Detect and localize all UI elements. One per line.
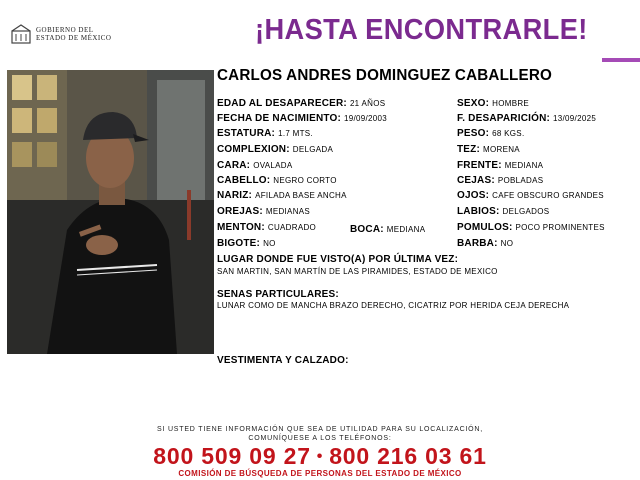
barba-value: NO <box>500 239 514 248</box>
phone-1[interactable]: 800 509 09 27 <box>153 443 311 469</box>
person-photo <box>7 70 214 354</box>
ojos-value: CAFE OBSCURO GRANDES <box>492 191 604 200</box>
field-ojos <box>457 188 604 202</box>
bigote-label: BIGOTE: <box>217 238 261 249</box>
phone-2[interactable]: 800 216 03 61 <box>329 443 487 469</box>
gobierno-logo <box>10 23 120 47</box>
accent-bar <box>602 58 640 62</box>
tez-label: TEZ: <box>457 144 481 155</box>
pomulos-label: POMULOS: <box>457 222 513 233</box>
cabello-value: NEGRO CORTO <box>273 176 337 185</box>
frente-label: FRENTE: <box>457 160 502 171</box>
boca-label: BOCA: <box>350 224 384 235</box>
field-edad <box>217 96 385 110</box>
edad-label: EDAD AL DESAPARECER: <box>217 98 347 109</box>
field-nacimiento <box>217 111 387 125</box>
peso-label: PESO: <box>457 128 490 139</box>
nacimiento-label: FECHA DE NACIMIENTO: <box>217 113 341 124</box>
edad-value: 21 AÑOS <box>349 99 386 108</box>
field-sexo <box>457 96 529 110</box>
estatura-label: ESTATURA: <box>217 128 276 139</box>
field-cabello <box>217 173 337 187</box>
complexion-value: DELGADA <box>292 145 334 154</box>
vestimenta-label: VESTIMENTA Y CALZADO: <box>217 355 349 366</box>
commission-name: COMISIÓN DE BÚSQUEDA DE PERSONAS DEL ESTADO DE MÉXICO <box>178 469 462 478</box>
complexion-label: COMPLEXION: <box>217 144 290 155</box>
photo-illustration <box>7 70 214 354</box>
nacimiento-value: 19/09/2003 <box>344 114 388 123</box>
bigote-value: NO <box>263 239 276 248</box>
headline: ¡HASTA ENCONTRARLE! <box>255 14 588 46</box>
cabello-label: CABELLO: <box>217 175 271 186</box>
contact-info-line-1: SI USTED TIENE INFORMACIÓN QUE SEA DE UTILIDAD PARA SU LOCALIZACIÓN, <box>156 426 484 433</box>
field-cara <box>217 158 293 172</box>
peso-value: 68 KGS. <box>492 129 525 138</box>
contact-info-line-2: COMUNÍQUESE A LOS TELÉFONOS: <box>248 435 392 442</box>
field-cejas <box>457 173 543 187</box>
field-desaparicion <box>457 111 596 125</box>
person-name: CARLOS ANDRES DOMINGUEZ CABALLERO <box>217 67 553 84</box>
sexo-label: SEXO: <box>457 98 490 109</box>
gov-line-1: GOBIERNO DEL <box>36 26 94 34</box>
ojos-label: OJOS: <box>457 190 490 201</box>
senas-label: SENAS PARTICULARES: <box>217 289 339 300</box>
cejas-value: POBLADAS <box>497 176 544 185</box>
gov-line-2: ESTADO DE MÉXICO <box>36 34 112 42</box>
field-orejas <box>217 204 310 218</box>
field-labios <box>457 204 549 218</box>
lugar-label: LUGAR DONDE FUE VISTO(A) POR ÚLTIMA VEZ: <box>217 254 459 265</box>
crest-icon <box>10 23 32 45</box>
boca-value: MEDIANA <box>386 225 426 234</box>
phone-separator: • <box>316 448 324 465</box>
field-boca <box>350 222 425 236</box>
field-estatura <box>217 126 313 140</box>
phone-numbers <box>0 443 640 470</box>
cara-label: CARA: <box>217 160 251 171</box>
orejas-value: MEDIANAS <box>265 207 311 216</box>
field-peso <box>457 126 524 140</box>
sexo-value: HOMBRE <box>492 99 530 108</box>
government-name <box>36 26 112 42</box>
cejas-label: CEJAS: <box>457 175 495 186</box>
nariz-label: NARIZ: <box>217 190 253 201</box>
field-barba <box>457 236 513 250</box>
labios-label: LABIOS: <box>457 206 500 217</box>
cara-value: OVALADA <box>253 161 293 170</box>
field-complexion <box>217 142 333 156</box>
menton-label: MENTON: <box>217 222 265 233</box>
barba-label: BARBA: <box>457 238 498 249</box>
frente-value: MEDIANA <box>504 161 544 170</box>
senas-value: LUNAR COMO DE MANCHA BRAZO DERECHO, CICATRIZ POR HERIDA CEJA DERECHA <box>217 301 570 310</box>
desaparicion-label: F. DESAPARICIÓN: <box>457 113 551 124</box>
field-bigote <box>217 236 276 250</box>
field-menton <box>217 220 316 234</box>
field-pomulos <box>457 220 605 234</box>
tez-value: MORENA <box>483 145 520 154</box>
field-nariz <box>217 188 347 202</box>
lugar-value: SAN MARTIN, SAN MARTÍN DE LAS PIRAMIDES, ESTADO DE MEXICO <box>217 267 498 276</box>
desaparicion-value: 13/09/2025 <box>553 114 597 123</box>
menton-value: CUADRADO <box>267 223 317 232</box>
estatura-value: 1.7 MTS. <box>278 129 313 138</box>
nariz-value: AFILADA BASE ANCHA <box>255 191 347 200</box>
field-tez <box>457 142 520 156</box>
field-frente <box>457 158 543 172</box>
pomulos-value: POCO PROMINENTES <box>515 223 605 232</box>
orejas-label: OREJAS: <box>217 206 263 217</box>
labios-value: DELGADOS <box>502 207 550 216</box>
